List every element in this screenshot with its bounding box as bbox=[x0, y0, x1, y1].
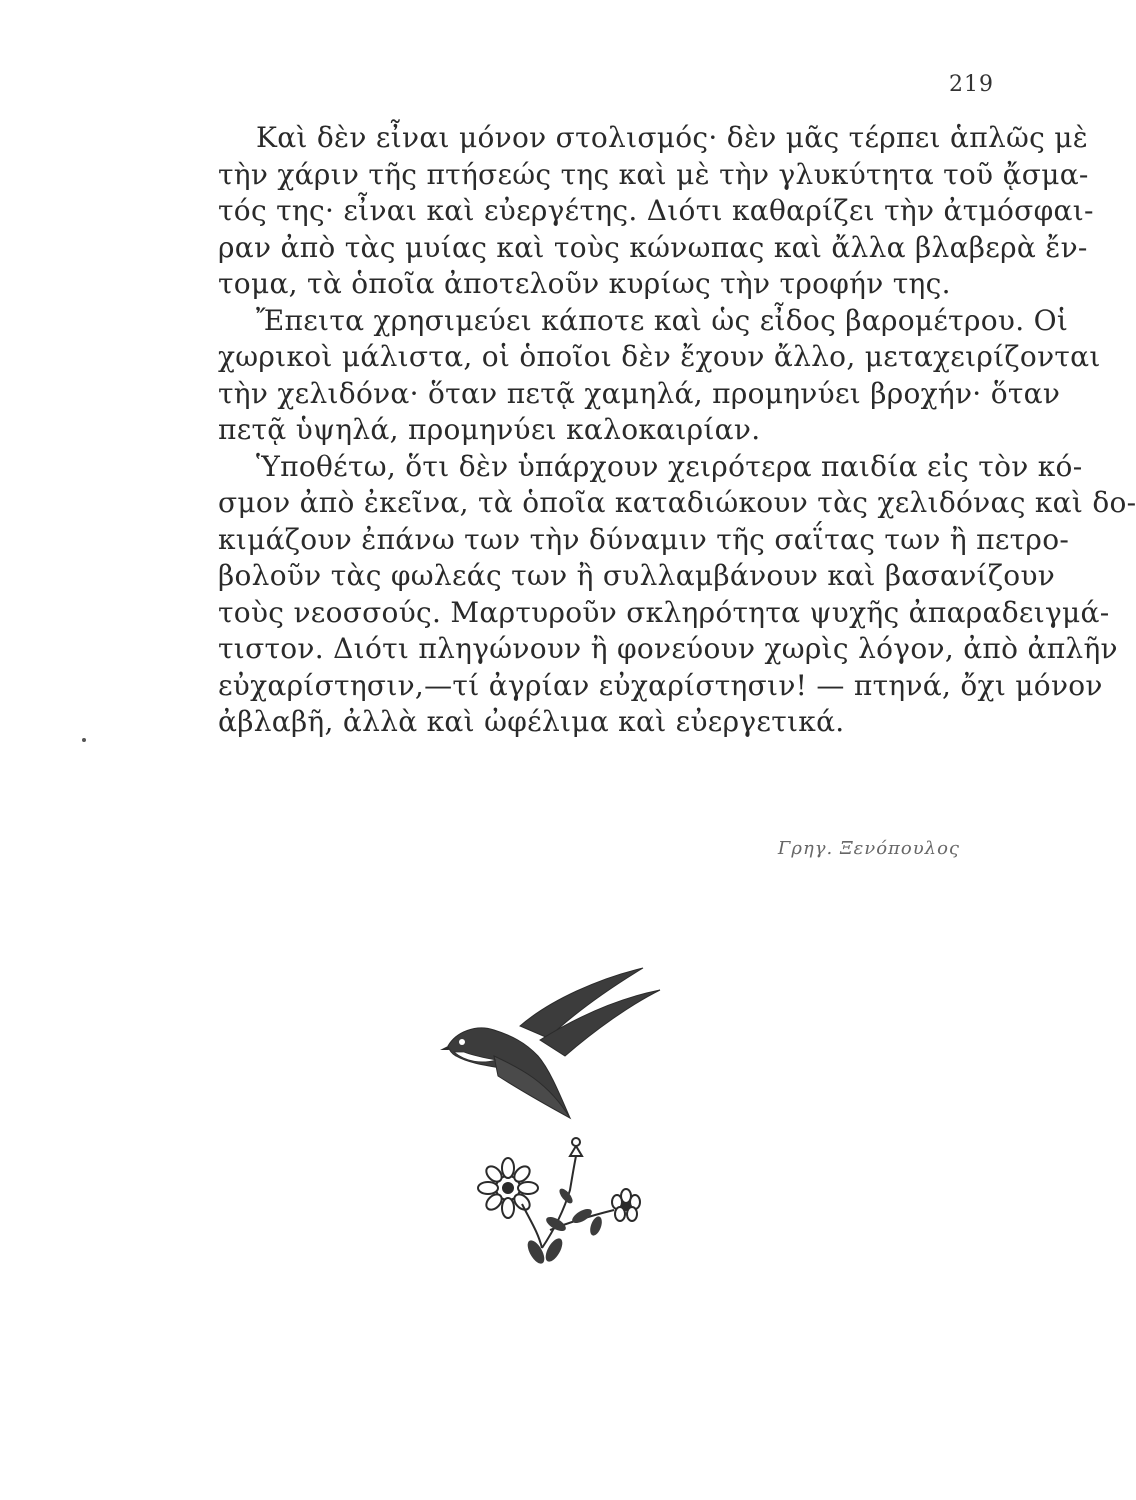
margin-dot bbox=[82, 738, 86, 742]
text-line: ραν ἀπὸ τὰς μυίας καὶ τοὺς κώνωπας καὶ ἄλλα βλαβερὰ ἔν- bbox=[218, 230, 1088, 264]
text-line: Ὑποθέτω, ὅτι δὲν ὑπάρχουν χειρότερα παιδία εἰς τὸν κό- bbox=[256, 449, 1083, 483]
text-line: τός της· εἶναι καὶ εὐεργέτης. Διότι καθαρίζει τὴν ἀτμόσφαι- bbox=[218, 194, 1094, 227]
text-line: τοὺς νεοσσούς. Μαρτυροῦν σκληρότητα ψυχῆς ἀπαραδειγμά- bbox=[218, 595, 1110, 629]
author-signature: Γρηγ. Ξενόπουλος bbox=[777, 838, 960, 859]
swallow-eye bbox=[459, 1039, 465, 1045]
paragraph-2 bbox=[218, 303, 1101, 449]
page-number: 219 bbox=[949, 72, 994, 97]
text-line: τιστον. Διότι πληγώνουν ἢ φονεύουν χωρὶς λόγον, ἀπὸ ἀπλῆν bbox=[218, 632, 1118, 665]
text-line: Καὶ δὲν εἶναι μόνον στολισμός· δὲν μᾶς τέρπει ἁπλῶς μὲ bbox=[256, 121, 1089, 154]
paragraph-1 bbox=[218, 120, 1094, 303]
paragraph-3 bbox=[218, 449, 1136, 741]
flower-illustration bbox=[478, 1138, 640, 1248]
swallow-beak bbox=[440, 1046, 449, 1050]
leaves bbox=[524, 1187, 604, 1267]
text-line: χωρικοὶ μάλιστα, οἱ ὁποῖοι δὲν ἔχουν ἄλλο, μεταχειρίζονται bbox=[218, 340, 1101, 373]
text-line: εὐχαρίστησιν,—τί ἀγρίαν εὐχαρίστησιν! — πτηνά, ὄχι μόνον bbox=[218, 668, 1103, 702]
swallow-illustration bbox=[448, 968, 660, 1118]
text-line: τὴν χελιδόνα· ὅταν πετᾷ χαμηλά, προμηνύει βροχήν· ὅταν bbox=[218, 376, 1061, 410]
text-line: τομα, τὰ ὁποῖα ἀποτελοῦν κυρίως τὴν τροφήν της. bbox=[218, 267, 951, 300]
text-line: βολοῦν τὰς φωλεάς των ἢ συλλαμβάνουν καὶ βασανίζουν bbox=[218, 559, 1056, 592]
text-line: κιμάζουν ἐπάνω των τὴν δύναμιν τῆς σαΐτας των ἢ πετρο- bbox=[218, 522, 1070, 556]
text-line: Ἔπειτα χρησιμεύει κάποτε καὶ ὡς εἶδος βαρομέτρου. Οἱ bbox=[256, 303, 1069, 337]
text-line: πετᾷ ὑψηλά, προμηνύει καλοκαιρίαν. bbox=[218, 413, 761, 446]
body-text bbox=[218, 120, 1136, 741]
text-line: τὴν χάριν τῆς πτήσεώς της καὶ μὲ τὴν γλυκύτητα τοῦ ᾄσμα- bbox=[218, 157, 1089, 191]
text-line: σμον ἀπὸ ἐκεῖνα, τὰ ὁποῖα καταδιώκουν τὰς χελιδόνας καὶ δο- bbox=[218, 486, 1136, 519]
text-line: ἀβλαβῆ, ἀλλὰ καὶ ὠφέλιμα καὶ εὐεργετικά. bbox=[218, 705, 845, 738]
swallow-and-flower-illustration bbox=[430, 960, 670, 1270]
